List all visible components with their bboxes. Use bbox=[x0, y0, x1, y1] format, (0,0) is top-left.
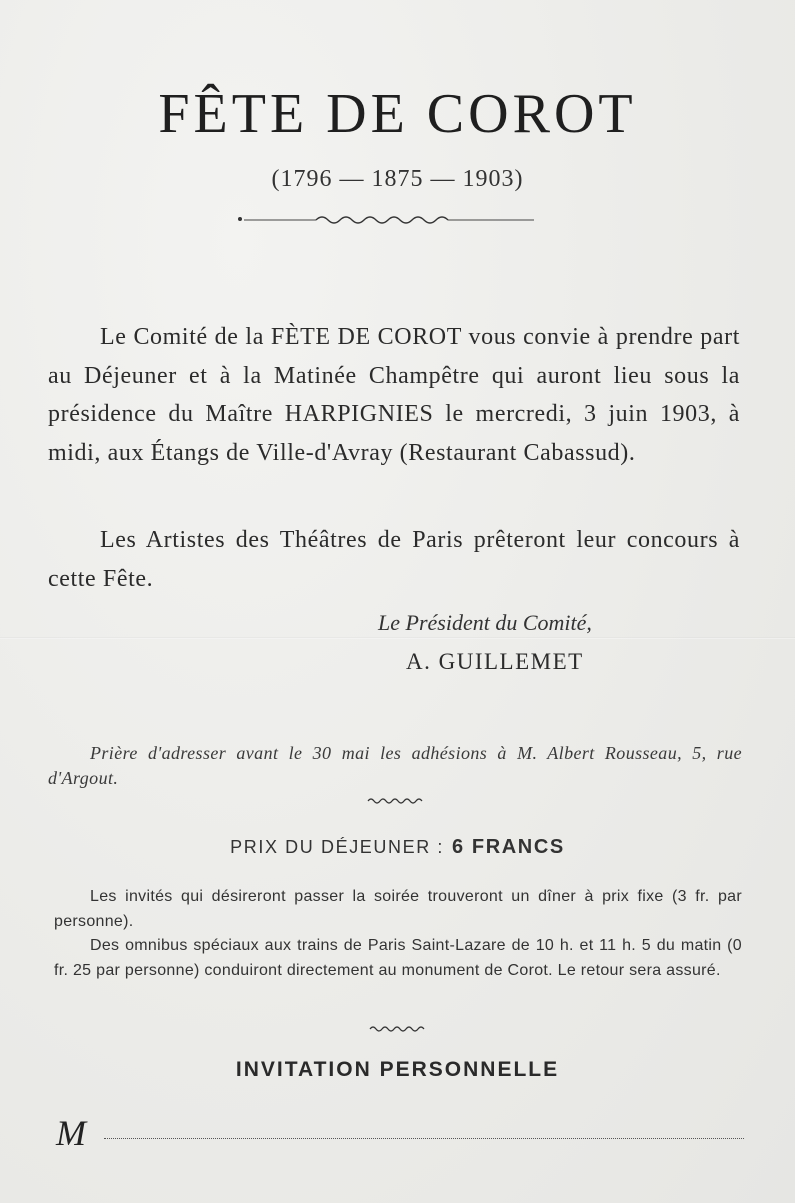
divider-squiggle-icon bbox=[366, 796, 426, 806]
addressee-prefix: M bbox=[56, 1113, 86, 1153]
dates-subtitle: (1796 — 1875 — 1903) bbox=[271, 166, 524, 192]
addressee-name-line bbox=[104, 1138, 744, 1139]
president-title: Le Président du Comité, bbox=[378, 610, 592, 635]
invitation-paragraph: Le Comité de la FÈTE DE COROT vous convie à prendre part au Déjeuner et à la Matinée Champêtre qui auront lieu sous la présidence du Maître HARPIGNIES le mercredi, 3 juin 1903, à midi, aux Étangs de Ville-d'Avray (Restaurant Cabassud). bbox=[48, 324, 740, 466]
artists-paragraph: Les Artistes des Théâtres de Paris prêteront leur concours à cette Fête. bbox=[48, 527, 740, 592]
president-name: A. GUILLEMET bbox=[406, 649, 584, 674]
lunch-price: PRIX DU DÉJEUNER : 6 FRANCS bbox=[230, 836, 565, 858]
divider-squiggle-icon bbox=[368, 1024, 428, 1034]
decorative-rule-icon bbox=[236, 210, 536, 230]
page-title: FÊTE DE COROT bbox=[158, 83, 637, 145]
omnibus-info: Des omnibus spéciaux aux trains de Paris Saint-Lazare de 10 h. et 11 h. 5 du matin (0 fr. 25 par personne) conduiront directement au monument de Corot. Le retour sera assuré. bbox=[54, 937, 742, 979]
dinner-info: Les invités qui désireront passer la soirée trouveront un dîner à prix fixe (3 fr. par personne). bbox=[54, 888, 742, 930]
paper-fold bbox=[0, 637, 795, 639]
personal-invitation-heading: INVITATION PERSONNELLE bbox=[235, 1058, 560, 1081]
rsvp-notice: Prière d'adresser avant le 30 mai les adhésions à M. Albert Rousseau, 5, rue d'Argout. bbox=[48, 743, 742, 788]
